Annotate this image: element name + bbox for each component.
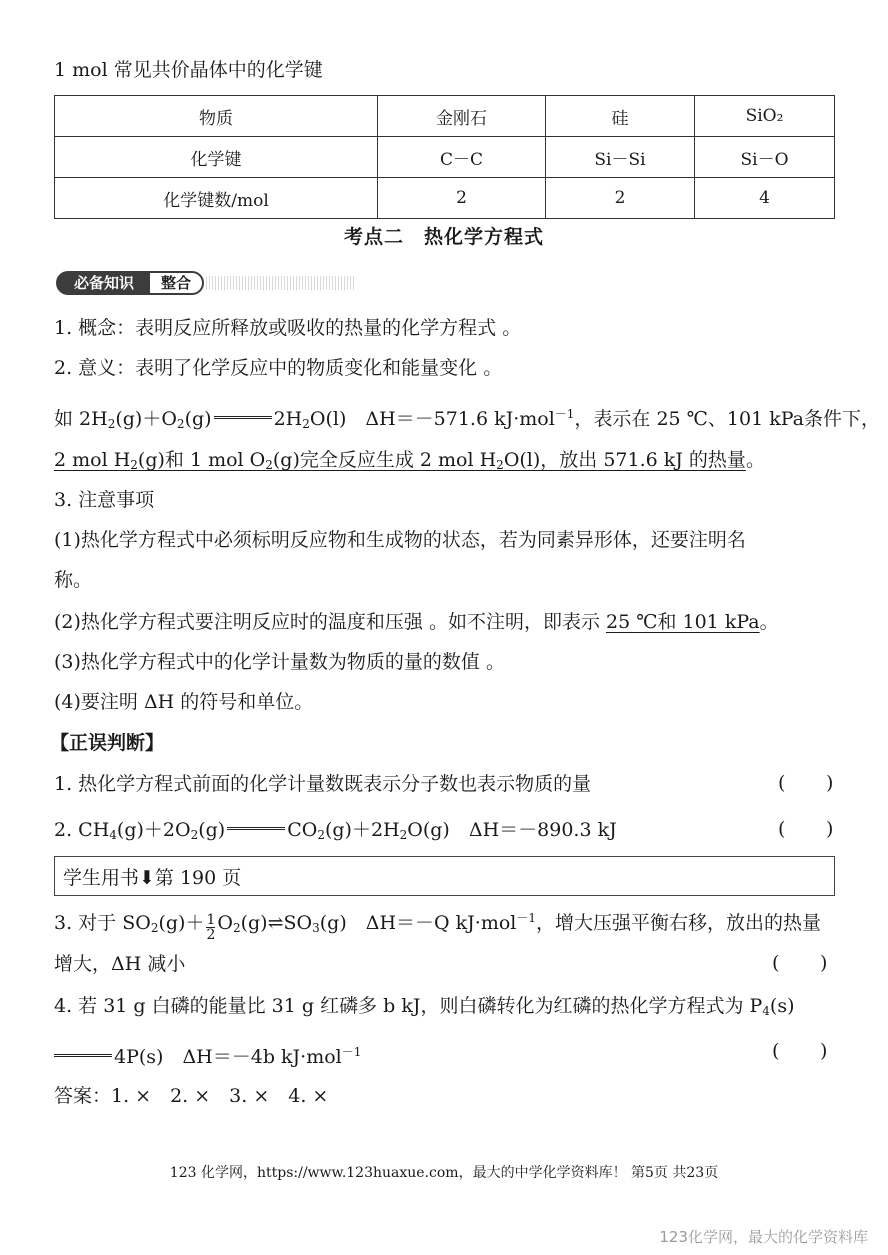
judge-heading: 【正误判断】 xyxy=(50,732,165,754)
table-cell: Si－Si xyxy=(546,137,695,178)
table-cell: 金刚石 xyxy=(378,96,546,137)
meaning-paragraph: 2. 意义：表明了化学反应中的物质变化和能量变化 。 xyxy=(54,357,503,379)
underlined-answer: 2 mol $H_2(g)$和 1 mol $O_2(g)$完全反应生成 2 mol $H_2O(l)$，放出 571.6 kJ 的热量 xyxy=(54,449,746,472)
table-cell: SiO₂ xyxy=(695,96,835,137)
page-reference-box xyxy=(54,856,835,896)
note-1: (1)热化学方程式中必须标明反应物和生成物的状态，若为同素异形体，还要注明名 xyxy=(54,529,746,551)
table-cell: 硅 xyxy=(546,96,695,137)
table-cell: 4 xyxy=(695,178,835,219)
equation-arrow xyxy=(54,1054,112,1057)
example-explanation: 2 mol $H_2(g)$和 1 mol $O_2(g)$完全反应生成 2 mol $H_2O(l)$，放出 571.6 kJ 的热量。 xyxy=(54,449,765,472)
equation-arrow xyxy=(227,827,285,830)
judge-item-4: 4. 若 31 g 白磷的能量比 31 g 红磷多 b kJ，则白磷转化为红磷的热化学方程式为 $P_4(s)$ xyxy=(54,995,795,1018)
equation-arrow xyxy=(214,416,272,419)
table-row xyxy=(55,178,835,219)
table-cell: 物质 xyxy=(55,96,378,137)
table-cell: 化学键数/mol xyxy=(55,178,378,219)
answer-key: 答案：1. × 2. × 3. × 4. × xyxy=(54,1085,329,1107)
judge-item-3: 3. 对于 $SO_2(g)+$ $\frac{1}{2}$ $O_2(g)\rightleftharpoons SO_3(g)$ ΔH＝－Q kJ·mol$^{-1}$，增大压强平衡右移，放出的热量 xyxy=(54,911,822,943)
document-page: 1 mol 常见共价晶体中的化学键 物质 金刚石 硅 SiO₂ 化学键 C－C Si－Si Si－O 化学键数/mol 2 2 4 考点二 热化学方程式 必备知识 整合 1. 概念：表明反应所释放或吸收的热量的化学方程式 。 2. 意义：表明了化学反应中的物质变化和能量变化 。 如 $2H_2(g)+O_2(g)$ $2H_2O(l)$ ΔH＝－571.6 kJ·mol$^{-1}$，表示在 25 ℃、101 kPa条件下， 2 mol $H_2(g)$和 1 mol $O_2(g)$完全反应生成 2 mol $H_2O(l)$，放出 571.6 kJ 的热量。 3. 注意事项 (1)热化学方程式中必须标明反应物和生成物的状态，若为同素异形体，还要注明名 称。 (2)热化学方程式要注明反应时的温度和压强 。如不注明，即表示 25 ℃和 101 kPa。 (3)热化学方程式中的化学计量数为物质的量的数值 。 (4)要注明 ΔH 的符号和单位。 【正误判断】 1. 热化学方程式前面的化学计量数既表示分子数也表示物质的量 ( ) 2. $CH_4(g)+2O_2(g)$ $CO_2(g)+2H_2O(g)$ ΔH＝－890.3 kJ ( ) 学生用书⬇第 190 页 3. 对于 $SO_2(g)+$ $\frac{1}{2}$ $O_2(g)\rightleftharpoons SO_3(g)$ ΔH＝－Q kJ·mol$^{-1}$，增大压强平衡右移，放出的热量 增大，ΔH 减小 ( ) 4. 若 31 g 白磷的能量比 31 g 红磷多 b kJ，则白磷转化为红磷的热化学方程式为 $P_4(s)$ 4P(s) ΔH＝－4b kJ·mol$^{-1}$ ( ) 答案：1. × 2. × 3. × 4. × 123 化学网，https://www.123huaxue.com，最大的中学化学资料库！ 第5页 共23页 123化学网，最大的化学资料库 xyxy=(0,0,888,1255)
watermark: 123化学网，最大的化学资料库 xyxy=(659,1228,868,1246)
note-1-continued: 称。 xyxy=(54,569,93,591)
table-cell: C－C xyxy=(378,137,546,178)
table-row xyxy=(55,96,835,137)
table-cell: 2 xyxy=(378,178,546,219)
table-row xyxy=(55,137,835,178)
table-cell: 2 xyxy=(546,178,695,219)
judge-item-4-continued: 4P(s) ΔH＝－4b kJ·mol$^{-1}$ xyxy=(54,1040,361,1069)
judge-item-2: 2. $CH_4(g)+2O_2(g)$ $CO_2(g)+2H_2O(g)$ ΔH＝－890.3 kJ xyxy=(54,819,617,842)
judge-item-3-continued: 增大，ΔH 减小 xyxy=(54,953,186,975)
table-cell: 化学键 xyxy=(55,137,378,178)
page-reference: 学生用书⬇第 190 页 xyxy=(63,867,242,889)
fraction: $\frac{1}{2}$ xyxy=(206,912,216,943)
section-title: 考点二 热化学方程式 xyxy=(343,226,544,248)
example-equation: 如 $2H_2(g)+O_2(g)$ $2H_2O(l)$ ΔH＝－571.6 kJ·mol$^{-1}$，表示在 25 ℃、101 kPa条件下， xyxy=(54,407,881,431)
covalent-bond-table xyxy=(54,95,835,219)
judge-item-1: 1. 热化学方程式前面的化学计量数既表示分子数也表示物质的量 xyxy=(54,773,592,795)
badge-right-label: 整合 xyxy=(148,271,204,295)
table-cell: Si－O xyxy=(695,137,835,178)
concept-paragraph: 1. 概念：表明反应所释放或吸收的热量的化学方程式 。 xyxy=(54,317,522,339)
page-footer: 123 化学网，https://www.123huaxue.com，最大的中学化学资料库！ 第5页 共23页 xyxy=(169,1165,719,1181)
badge-decoration xyxy=(206,276,356,290)
note-3: (3)热化学方程式中的化学计量数为物质的量的数值 。 xyxy=(54,651,505,673)
note-4: (4)要注明 ΔH 的符号和单位。 xyxy=(54,691,314,713)
notes-heading: 3. 注意事项 xyxy=(54,489,155,511)
badge-left-label: 必备知识 xyxy=(56,271,152,295)
table-caption: 1 mol 常见共价晶体中的化学键 xyxy=(54,59,323,81)
note-2: (2)热化学方程式要注明反应时的温度和压强 。如不注明，即表示 25 ℃和 101 kPa。 xyxy=(54,611,779,633)
